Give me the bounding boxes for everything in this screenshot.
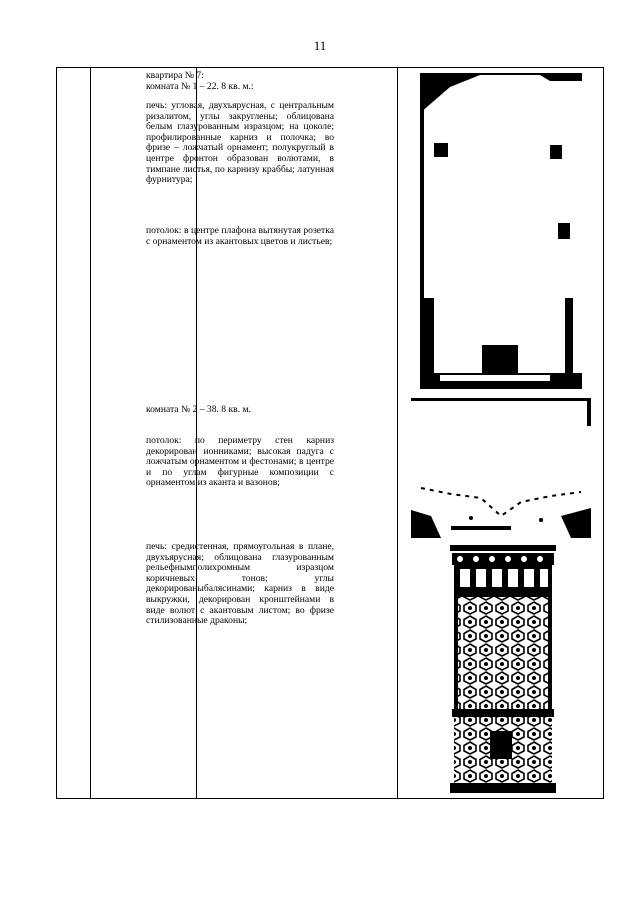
white-stove-photo (420, 73, 582, 389)
room1-stove-description: печь: угловая, двухъярусная, с центральным ризалитом, углы закруглены; облицована белым глазурованным изразцом; на цоколе; профилированные карниз и полочка; во фризе – ложчатый орнамент; полукруглый в центре фронтон образован волютами, в тимпане листья, по карнизу краббы; латунная фурнитура; (146, 100, 334, 186)
apartment-title: квартира № 7: (146, 70, 204, 81)
ceiling-cornice-photo (411, 398, 591, 538)
page-number: 11 (313, 38, 327, 53)
room2-ceiling-description: потолок: по периметру стен карниз декорирован ионниками; высокая падуга с ложчатым орнаментом и фестонами; в центре и по углам фигурные композиции с орнаментом из аканта и вазонов; (146, 435, 334, 489)
room2-title: комната № 2 – 38. 8 кв. м. (146, 404, 251, 415)
room1-title: комната № 1 – 22. 8 кв. м.: (146, 81, 254, 92)
column-divider (397, 68, 398, 798)
column-divider (90, 68, 91, 798)
room2-stove-description: печь: средистенная, прямоугольная в плане, двухъярусная; облицована глазурованным рельефнымполихромным изразцом коричневых тонов; углы декорированыбалясинами; карниз в виде выкружки, декорирован кронштейнами в виде волют с акантовым листом; во фризе стилизованные драконы; (146, 541, 334, 627)
room1-ceiling-description: потолок: в центре плафона вытянутая розетка с орнаментом из акантовых цветов и листьев; (146, 225, 334, 247)
tiled-stove-photo (446, 545, 560, 793)
